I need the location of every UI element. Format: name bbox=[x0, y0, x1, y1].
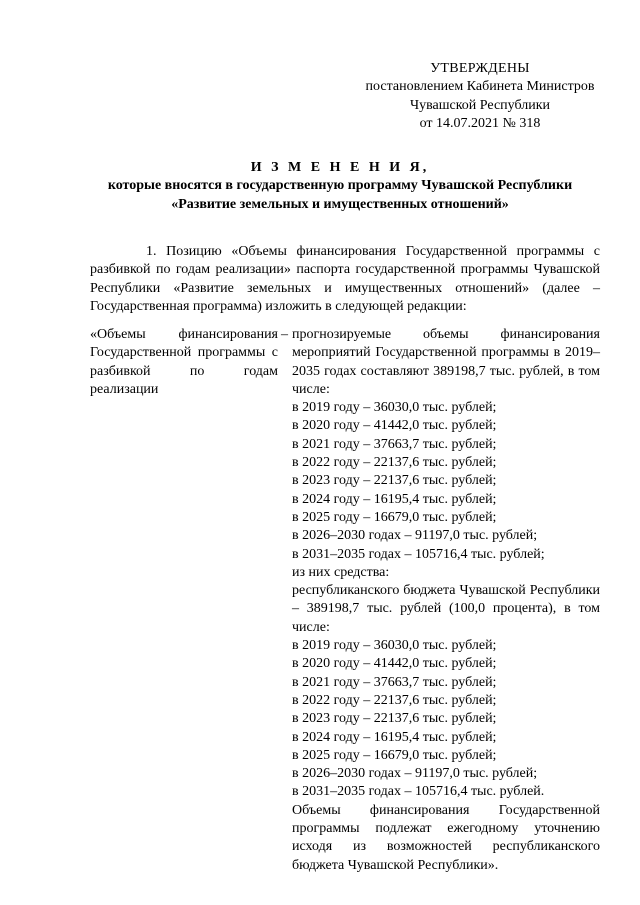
table-dash: – bbox=[281, 327, 288, 342]
budget-line: республиканского бюджета Чувашской Республики – 389198,7 тыс. рублей (100,0 процента), в том числе: bbox=[292, 583, 600, 635]
year-line: в 2022 году – 22137,6 тыс. рублей; bbox=[292, 455, 497, 471]
approval-block bbox=[360, 60, 600, 133]
approval-line-2: Чувашской Республики bbox=[409, 97, 551, 113]
year-line: в 2026–2030 годах – 91197,0 тыс. рублей; bbox=[292, 528, 538, 544]
year-line: в 2023 году – 22137,6 тыс. рублей; bbox=[292, 711, 497, 727]
year-line: в 2020 году – 41442,0 тыс. рублей; bbox=[292, 418, 497, 434]
year-line: в 2019 году – 36030,0 тыс. рублей; bbox=[292, 400, 497, 416]
year-line: в 2024 году – 16195,4 тыс. рублей; bbox=[292, 491, 497, 507]
year-line: в 2021 году – 37663,7 тыс. рублей; bbox=[292, 674, 497, 690]
years-list-total bbox=[292, 399, 600, 564]
year-line: в 2025 году – 16679,0 тыс. рублей; bbox=[292, 509, 497, 525]
approval-title: УТВЕРЖДЕНЫ bbox=[430, 61, 530, 76]
approval-line-1: постановлением Кабинета Министров bbox=[365, 79, 595, 95]
from-them-label: из них средства: bbox=[292, 564, 390, 580]
document-heading bbox=[80, 159, 600, 214]
year-line: в 2020 году – 41442,0 тыс. рублей; bbox=[292, 656, 497, 672]
year-line: в 2026–2030 годах – 91197,0 тыс. рублей; bbox=[292, 766, 538, 782]
table-content bbox=[292, 326, 600, 875]
year-line: в 2031–2035 годах – 105716,4 тыс. рублей; bbox=[292, 546, 545, 562]
year-line: в 2031–2035 годах – 105716,4 тыс. рублей. bbox=[292, 784, 545, 800]
years-list-budget bbox=[292, 637, 600, 802]
closing-note: Объемы финансирования Государственной программы подлежат ежегодному уточнению исходя из возможностей республиканского бюджета Чувашской Республики». bbox=[292, 802, 600, 873]
financing-intro: прогнозируемые объемы финансирования мероприятий Государственной программы в 2019–2035 годах составляют 389198,7 тыс. рублей, в том числе: bbox=[292, 327, 600, 397]
year-line: в 2019 году – 36030,0 тыс. рублей; bbox=[292, 638, 497, 654]
year-line: в 2022 году – 22137,6 тыс. рублей; bbox=[292, 692, 497, 708]
paragraph-1: 1. Позицию «Объемы финансирования Государственной программы с разбивкой по годам реализации» паспорта государственной программы Чувашской Республики «Развитие земельных и имущественных отношений» (далее – Государственная программа) изложить в следующей редакции: bbox=[90, 244, 600, 314]
year-line: в 2025 году – 16679,0 тыс. рублей; bbox=[292, 747, 497, 763]
year-line: в 2021 году – 37663,7 тыс. рублей; bbox=[292, 436, 497, 452]
year-line: в 2023 году – 22137,6 тыс. рублей; bbox=[292, 473, 497, 489]
table-label: «Объемы финансирования Государственной программы с разбивкой по годам реализации bbox=[90, 327, 278, 397]
heading-title: И З М Е Н Е Н И Я, bbox=[250, 160, 430, 175]
year-line: в 2024 году – 16195,4 тыс. рублей; bbox=[292, 729, 497, 745]
heading-line-1: которые вносятся в государственную программу Чувашской Республики bbox=[107, 178, 573, 194]
heading-line-2: «Развитие земельных и имущественных отношений» bbox=[171, 196, 509, 212]
approval-line-3: от 14.07.2021 № 318 bbox=[419, 115, 541, 131]
